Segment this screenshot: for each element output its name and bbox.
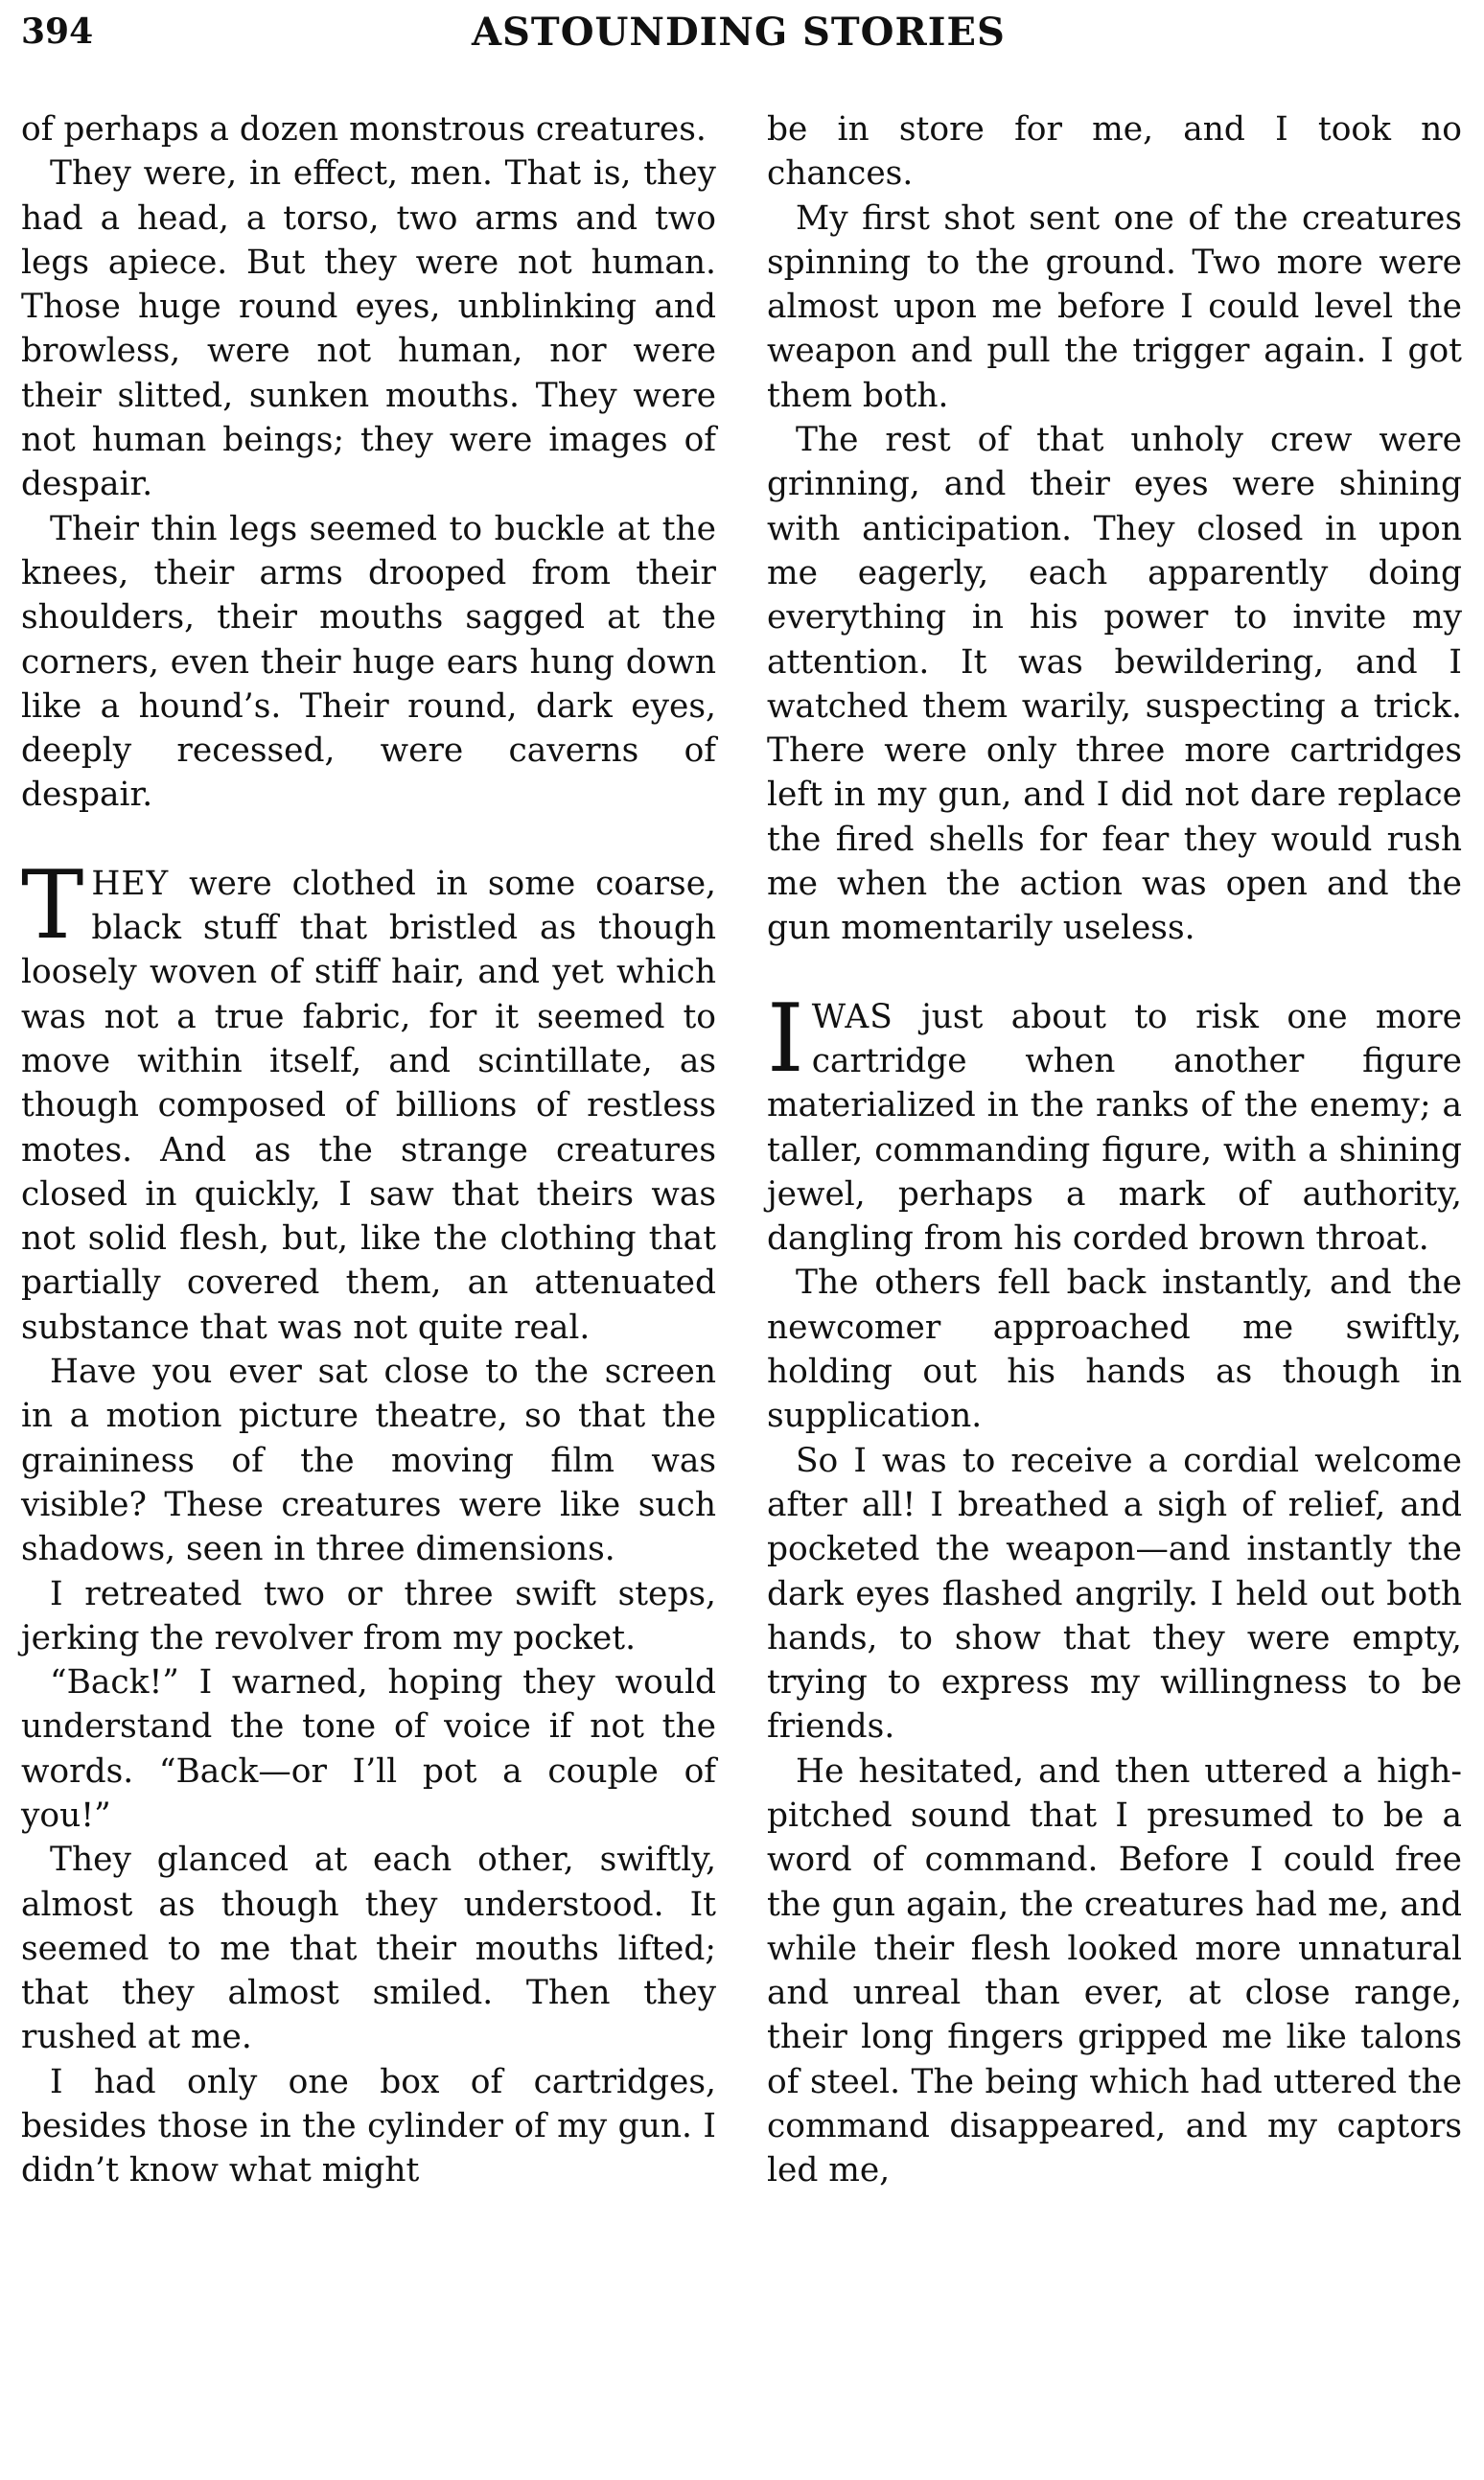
page-number: 394 xyxy=(21,12,94,52)
section-break xyxy=(21,818,716,862)
section-break xyxy=(767,951,1462,995)
paragraph: They were, in effect, men. That is, they had a head, a torso, two arms and two legs apiece. But they were not human. Those huge round eyes, unblinking and browless, were not human, nor were their slitted, sunken mouths. They were not human beings; they were images of despair. xyxy=(21,154,716,504)
paragraph: The others fell back instantly, and the newcomer approached me swiftly, holding out his hands as though in supplication. xyxy=(767,1263,1462,1436)
paragraph: My first shot sent one of the creatures spinning to the ground. Two more were almost upon me before I could level the weapon and pull the trigger again. I got them both. xyxy=(767,198,1462,415)
right-column xyxy=(767,107,1462,2193)
paragraph: I had only one box of cartridges, besides those in the cylinder of my gun. I didn’t know what might xyxy=(21,2062,716,2190)
paragraph: of perhaps a dozen monstrous creatures. xyxy=(21,110,707,149)
paragraph: be in store for me, and I took no chances. xyxy=(767,110,1462,194)
paragraph: Have you ever sat close to the screen in a motion picture theatre, so that the graininess of the moving film was visible? These creatures were like such shadows, seen in three dimensions. xyxy=(21,1353,716,1569)
paragraph: They glanced at each other, swiftly, almost as though they understood. It seemed to me that their mouths lifted; that they almost smiled. Then they rushed at me. xyxy=(21,1841,716,2057)
paragraph-text: just about to risk one more cartridge when another figure materialized in the ranks of the enemy; a taller, commanding figure, with a shining jewel, perhaps a mark of authority, dangling from his corded brown throat. xyxy=(767,997,1462,1259)
paragraph: I retreated two or three swift steps, jerking the revolver from my pocket. xyxy=(21,1574,716,1657)
left-column xyxy=(21,107,716,2193)
running-title: ASTOUNDING STORIES xyxy=(472,10,1006,55)
paragraph: Their thin legs seemed to buckle at the knees, their arms drooped from their shoulders, their mouths sagged at the corners, even their huge ears hung down like a hound’s. Their round, dark eyes, deeply recessed, were caverns of despair. xyxy=(21,509,716,815)
paragraph: He hesitated, and then uttered a high-pitched sound that I presumed to be a word of command. Before I could free the gun again, the creatures had me, and while their flesh looked more unnatural and unreal than ever, at close range, their long fingers gripped me like talons of steel. The being which had uttered the command disappeared, and my captors led me, xyxy=(767,1751,1462,2190)
lead-in-word: HEY xyxy=(91,864,170,903)
paragraph: The rest of that unholy crew were grinning, and their eyes were shining with anticipation. They closed in upon me eagerly, each apparently doing everything in his power to invite my attention. It was bewildering, and I watched them warily, suspecting a trick. There were only three more cartridges left in my gun, and I did not dare replace the fired shells for fear they would rush me when the action was open and the gun momentarily useless. xyxy=(767,421,1462,948)
paragraph-text: were clothed in some coarse, black stuff that bristled as though loosely woven of stiff hair, and yet which was not a true fabric, for it seemed to move within itself, and scintillate, as though composed of billions of restless motes. And as the strange creatures closed in quickly, I saw that theirs was not solid flesh, but, like the clothing that partially covered them, an attenuated substance that was not quite real. xyxy=(21,864,716,1347)
lead-in-word: WAS xyxy=(811,997,893,1036)
drop-cap: I xyxy=(767,984,804,1094)
paragraph: So I was to receive a cordial welcome after all! I breathed a sigh of relief, and pocketed the weapon—and instantly the dark eyes flashed angrily. I held out both hands, to show that they were empty, trying to express my willingness to be friends. xyxy=(767,1441,1462,1747)
page-header xyxy=(21,8,1463,67)
paragraph: “Back!” I warned, hoping they would understand the tone of voice if not the words. “Back—or I’ll pot a couple of you!” xyxy=(21,1663,716,1835)
dropcap-paragraph xyxy=(767,984,1462,1262)
drop-cap: T xyxy=(21,850,84,961)
dropcap-paragraph xyxy=(21,850,716,1350)
